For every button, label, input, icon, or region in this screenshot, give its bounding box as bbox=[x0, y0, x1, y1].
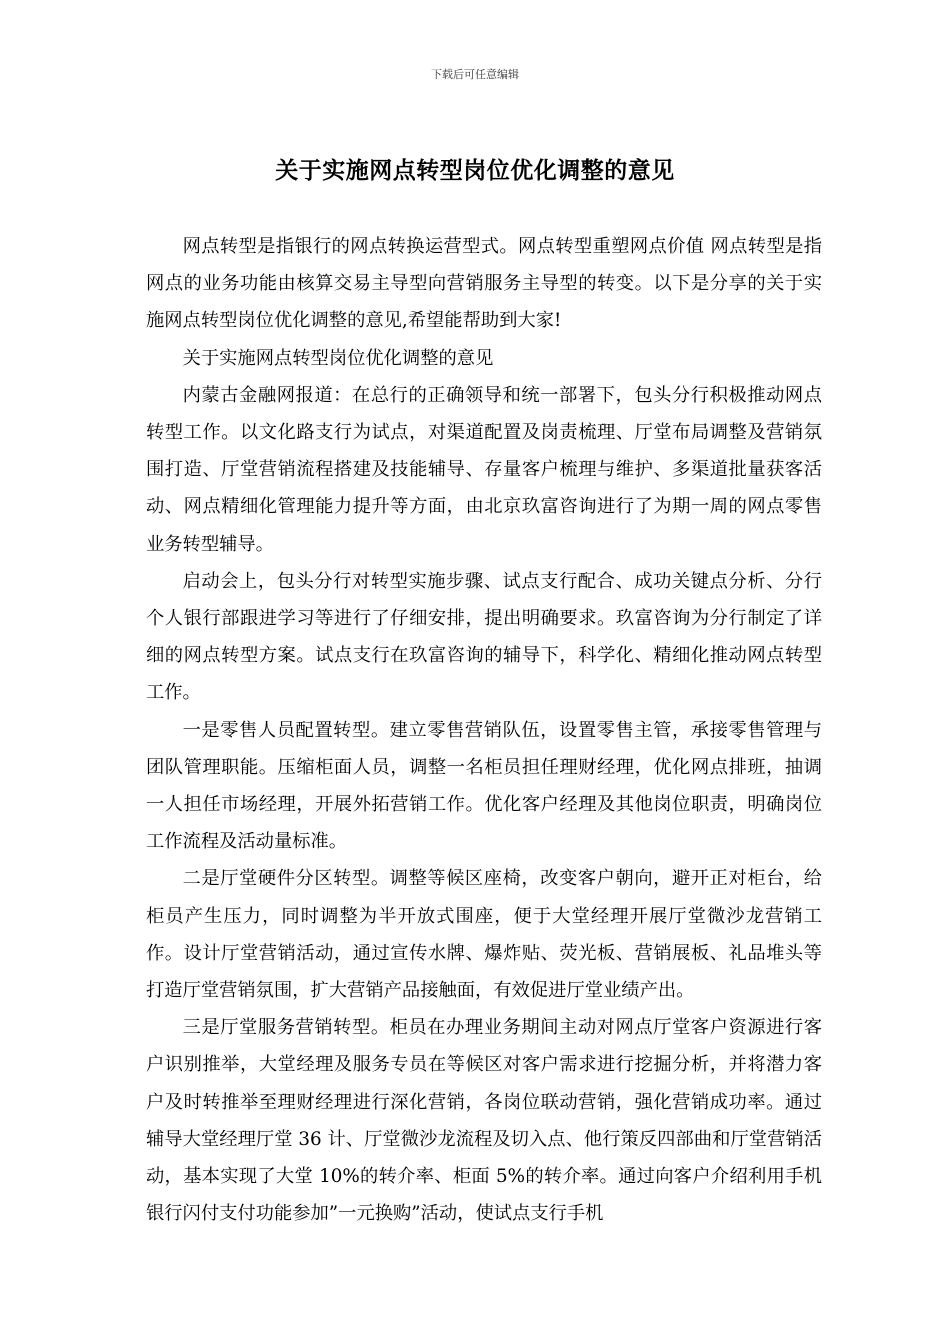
paragraph: 三是厅堂服务营销转型。柜员在办理业务期间主动对网点厅堂客户资源进行客户识别推举，大堂经理及服务专员在等候区对客户需求进行挖掘分析，并将潜力客户及时转推举至理财经理进行深化营销，各岗位联动营销，强化营销成功率。通过辅导大堂经理厅堂 36 计、厅堂微沙龙流程及切入点、他行策反四部曲和厅堂营销活动，基本实现了大堂 10%的转介率、柜面 5%的转介率。通过向客户介绍利用手机银行闪付支付功能参加”一元换购”活动，使试点支行手机 bbox=[146, 1017, 822, 1225]
header-note: 下载后可任意编辑 bbox=[431, 68, 519, 81]
document-body bbox=[146, 228, 822, 1232]
paragraph: 启动会上，包头分行对转型实施步骤、试点支行配合、成功关键点分析、分行个人银行部跟进学习等进行了仔细安排，提出明确要求。玖富咨询为分行制定了详细的网点转型方案。试点支行在玖富咨询的辅导下，科学化、精细化推动网点转型工作。 bbox=[146, 570, 822, 704]
paragraph: 内蒙古金融网报道：在总行的正确领导和统一部署下，包头分行积极推动网点转型工作。以文化路支行为试点，对渠道配置及岗责梳理、厅堂布局调整及营销氛围打造、厅堂营销流程搭建及技能辅导、存量客户梳理与维护、多渠道批量获客活动、网点精细化管理能力提升等方面，由北京玖富咨询进行了为期一周的网点零售业务转型辅导。 bbox=[146, 384, 822, 555]
paragraph: 网点转型是指银行的网点转换运营型式。网点转型重塑网点价值 网点转型是指网点的业务功能由核算交易主导型向营销服务主导型的转变。以下是分享的关于实施网点转型岗位优化调整的意见,希望能帮助到大家! bbox=[146, 236, 822, 332]
document-title: 关于实施网点转型岗位优化调整的意见 bbox=[275, 157, 675, 184]
paragraph: 二是厅堂硬件分区转型。调整等候区座椅，改变客户朝向，避开正对柜台，给柜员产生压力，同时调整为半开放式围座，便于大堂经理开展厅堂微沙龙营销工作。设计厅堂营销活动，通过宣传水牌、爆炸贴、荧光板、营销展板、礼品堆头等打造厅堂营销氛围，扩大营销产品接触面，有效促进厅堂业绩产出。 bbox=[146, 868, 822, 1002]
paragraph: 关于实施网点转型岗位优化调整的意见 bbox=[182, 347, 494, 369]
paragraph: 一是零售人员配置转型。建立零售营销队伍，设置零售主管，承接零售管理与团队管理职能。压缩柜面人员，调整一名柜员担任理财经理，优化网点排班，抽调一人担任市场经理，开展外拓营销工作。优化客户经理及其他岗位职责，明确岗位工作流程及活动量标准。 bbox=[146, 719, 822, 853]
